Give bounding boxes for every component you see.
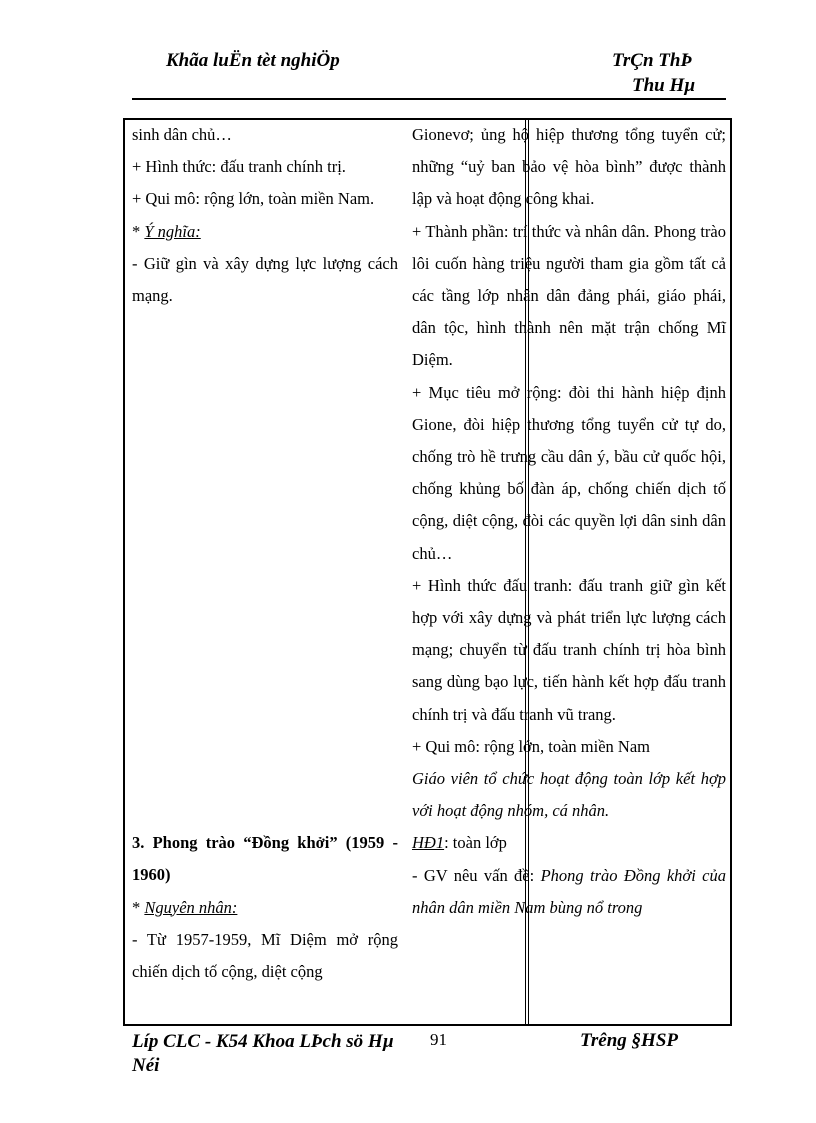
bullet-star: *	[132, 897, 145, 917]
right-column	[412, 119, 726, 924]
left-significance	[132, 216, 398, 248]
header-author-line2: Thu Hµ	[632, 75, 696, 96]
footer-class: Líp CLC - K54 Khoa LÞch sö Hµ Néi	[132, 1031, 394, 1076]
right-text-3: + Mục tiêu mở rộng: đòi thi hành hiệp định Gione, đòi hiệp thương tổng tuyển cử tự do, chống trò hề trưng cầu dân ý, bầu cử quốc hội, chống khủng bố đàn áp, chống chiến dịch tố cộng, diệt cộng, đòi các quyền lợi dân sinh dân chủ…	[412, 382, 726, 563]
content-table	[123, 118, 732, 1026]
left-text-3: + Qui mô: rộng lớn, toàn miền Nam.	[132, 189, 375, 209]
header-rule	[132, 98, 726, 100]
right-text-2: + Thành phần: trí thức và nhân dân. Phong trào lôi cuốn hàng triệu người tham gia gồm tất cả các tầng lớp nhân dân đảng phái, giáo phái, dân tộc, hình thành nên mặt trận chống Mĩ Diệm.	[412, 221, 726, 370]
left-text-2: + Hình thức: đấu tranh chính trị.	[132, 157, 346, 177]
left-text-5: - Giữ gìn và xây dựng lực lượng cách mạng.	[132, 253, 398, 306]
gv-question: Phong trào Đồng khởi của nhân dân miền Nam bùng nổ trong	[412, 865, 726, 917]
right-text-6: Giáo viên tổ chức hoạt động toàn lớp kết hợp với hoạt động nhóm, cá nhân.	[412, 769, 726, 821]
left-text-7: - Từ 1957-1959, Mĩ Diệm mở rộng chiến dịch tố cộng, diệt cộng	[132, 929, 398, 982]
left-column	[132, 119, 398, 988]
left-spacer	[132, 312, 398, 827]
bullet-star: *	[132, 221, 145, 241]
activity-label: HĐ1	[412, 833, 445, 853]
header-author-line1: TrÇn ThÞ	[612, 50, 693, 71]
activity-rest: : toàn lớp	[444, 833, 507, 853]
page-number: 91	[430, 1030, 447, 1049]
gv-prefix: - GV nêu vấn đề:	[412, 865, 541, 885]
right-text-5: + Qui mô: rộng lớn, toàn miền Nam	[412, 736, 651, 756]
cause-label: Nguyên nhân:	[144, 897, 238, 917]
right-text-8	[412, 860, 726, 924]
header-title: Khãa luËn tèt nghiÖp	[166, 50, 340, 71]
section-heading: 3. Phong trào “Đồng khởi” (1959 - 1960)	[132, 833, 398, 885]
right-text-4: + Hình thức đấu tranh: đấu tranh giữ gìn kết hợp với xây dựng và phát triển lực lượng cách mạng; chuyển từ đấu tranh chính trị hòa bình sang dùng bạo lực, tiến hành kết hợp đấu tranh chính trị và đấu tranh vũ trang.	[412, 575, 726, 724]
left-text-1: sinh dân chủ…	[132, 125, 232, 144]
right-text-1: Gionevơ; ủng hộ hiệp thương tổng tuyển cử; những “uỷ ban bảo vệ hòa bình” được thành lập và hoạt động công khai.	[412, 125, 726, 209]
left-cause	[132, 892, 398, 924]
footer-school: Trêng §HSP	[580, 1030, 678, 1051]
significance-label: Ý nghĩa:	[144, 221, 201, 241]
right-activity	[412, 827, 726, 859]
